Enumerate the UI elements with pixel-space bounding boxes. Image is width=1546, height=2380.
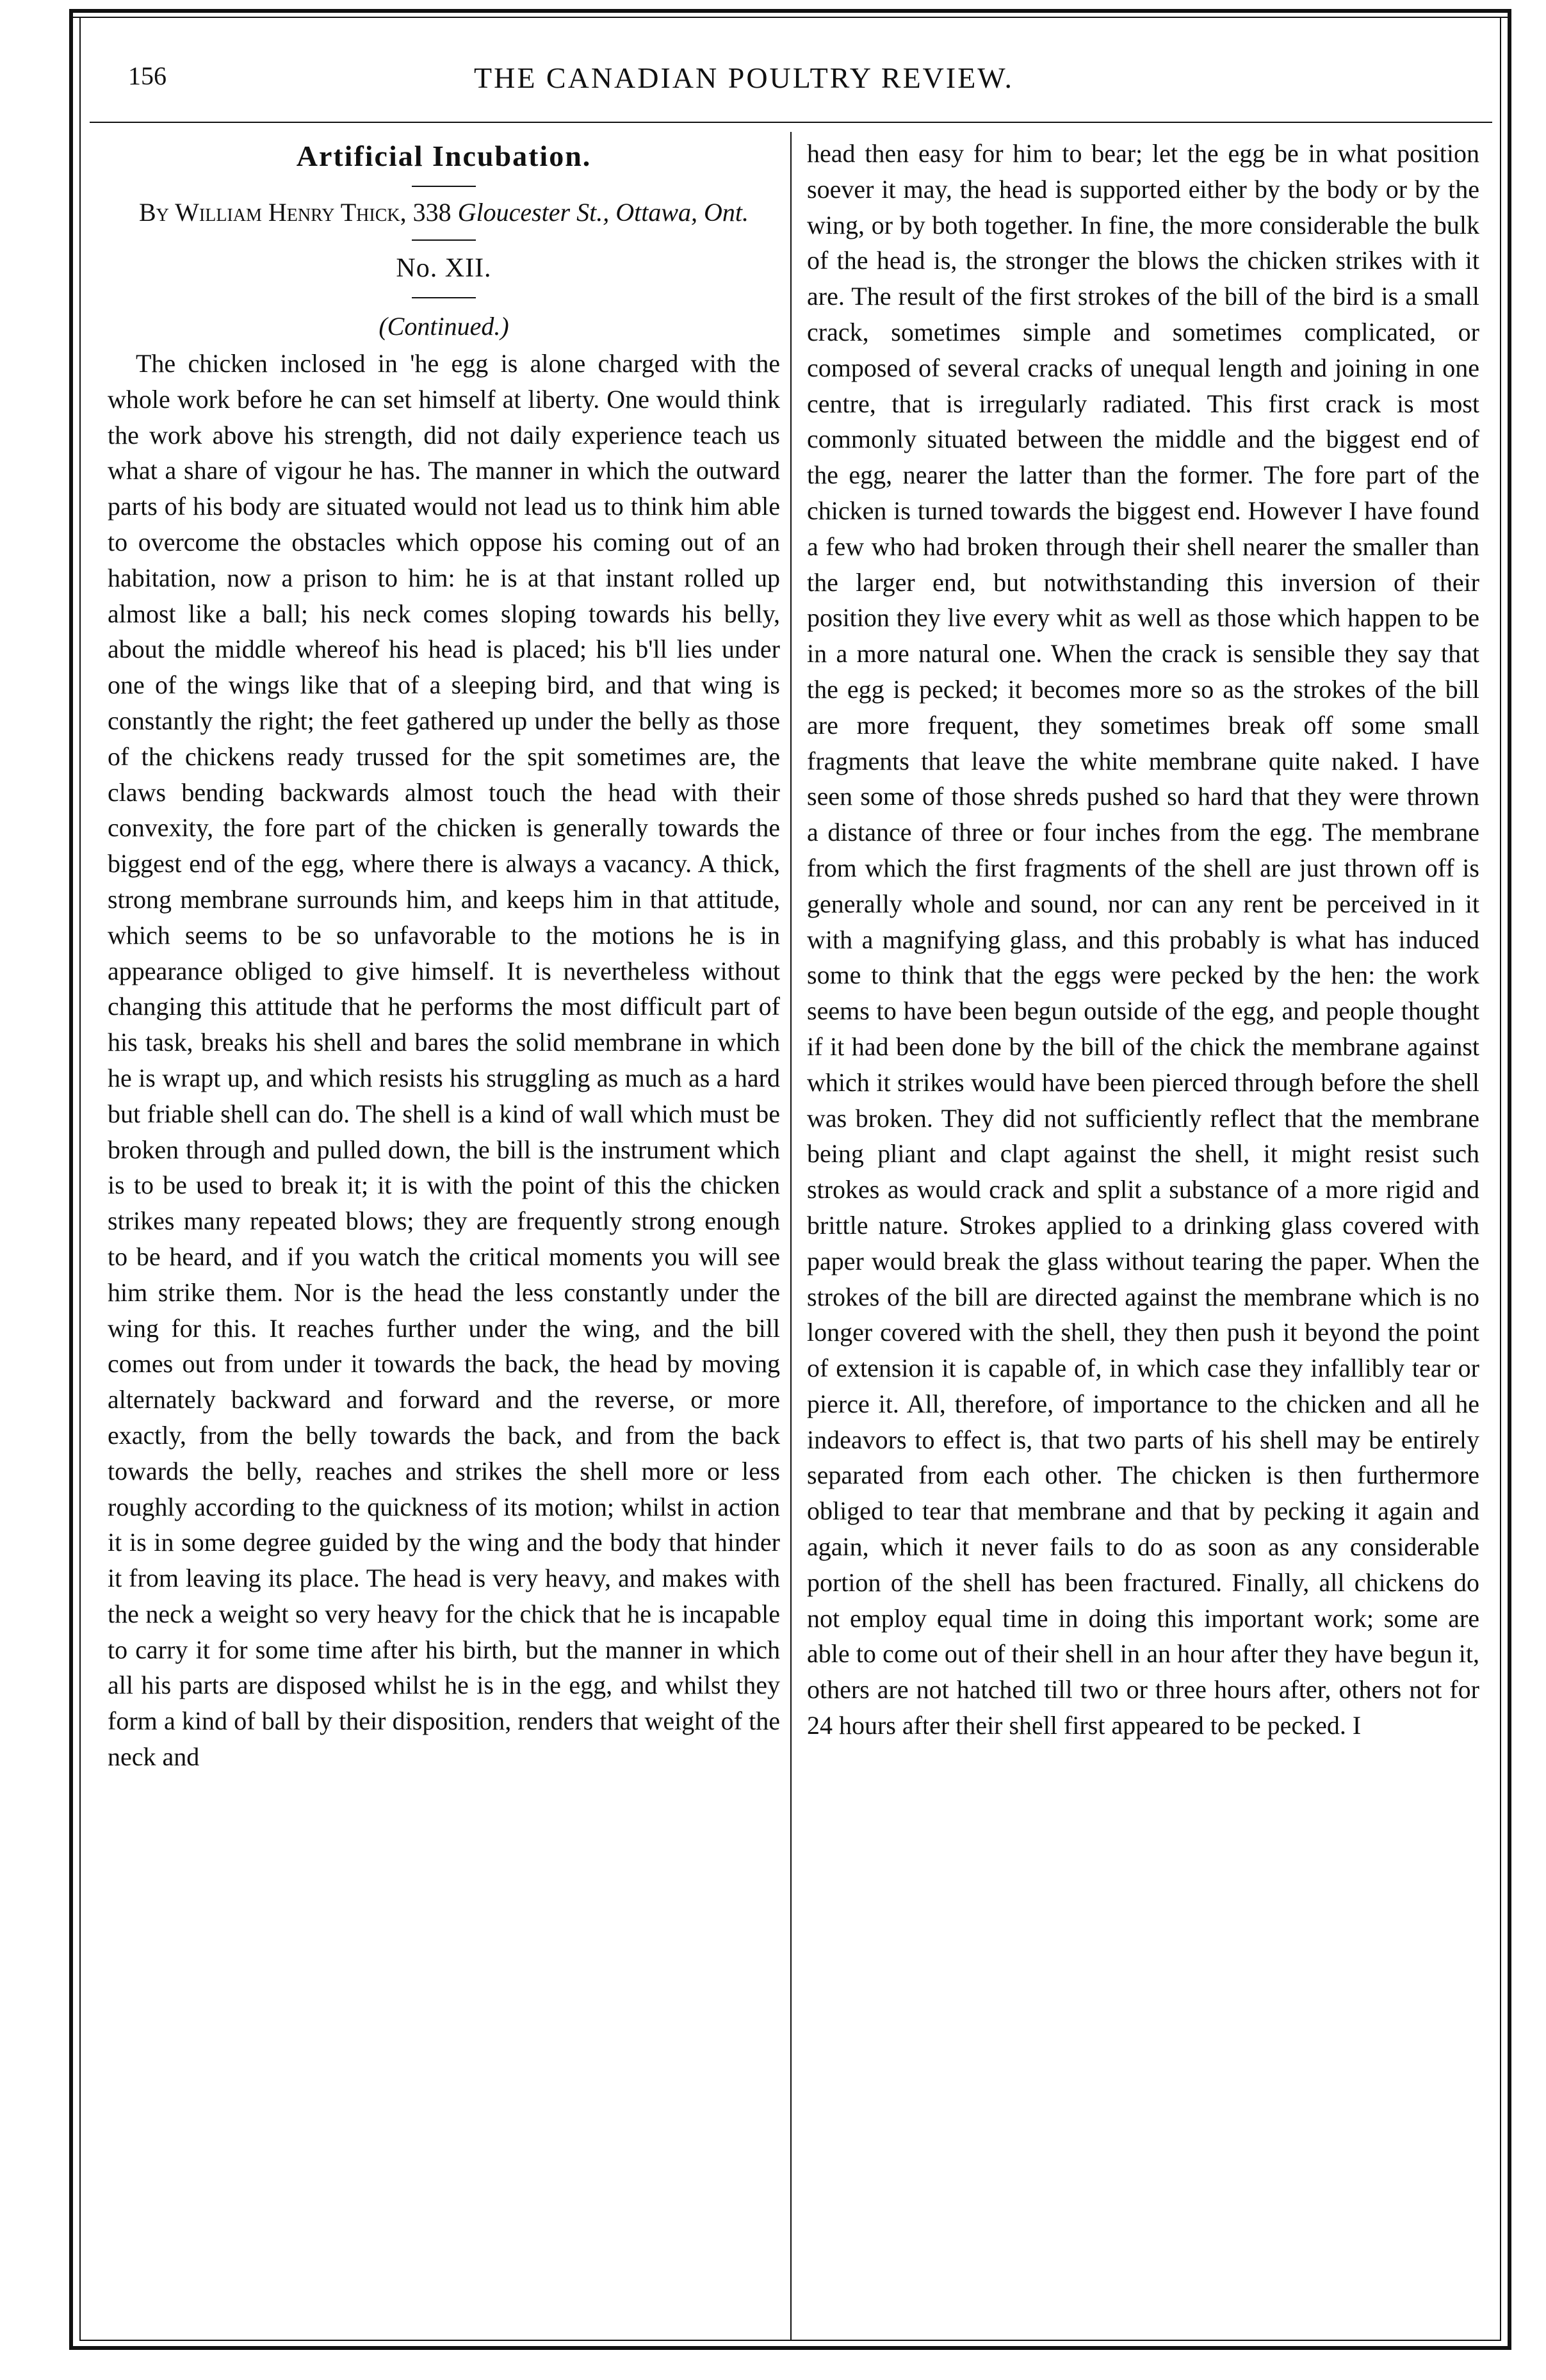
page-number: 156 [128, 61, 167, 90]
header-rule [90, 122, 1492, 123]
byline [108, 196, 780, 229]
page-border-left-inner [79, 17, 81, 2341]
byline-place: Gloucester St., Ottawa, Ont. [457, 198, 749, 227]
installment-number: No. XII. [396, 254, 492, 283]
continued-note: (Continued.) [378, 312, 509, 341]
page-border-top [69, 9, 1511, 13]
number-rule [412, 297, 476, 298]
page-border-right-inner [1500, 17, 1501, 2341]
page-border-top-inner [69, 17, 1511, 18]
article-title: Artificial Incubation. [296, 140, 592, 172]
right-column [807, 136, 1479, 1744]
column-divider [790, 132, 792, 2340]
byline-author: By William Henry Thick, 338 [138, 198, 452, 227]
byline-rule [412, 239, 476, 241]
left-column [108, 137, 780, 1775]
article-body-right: head then easy for him to bear; let the egg be in what position soever it may, the head is supported either by the body or by the wing, or by both together. In fine, the more considerable the bulk of the head is, the stronger the blows the chicken strikes with it are. The result of the first strokes of the bill of the bird is a small crack, sometimes simple and sometimes complicated, or composed of several cracks of unequal length and joining in one centre, that is irregularly radiated. This first crack is most commonly situated between the middle and the biggest end of the egg, nearer the latter than the former. The fore part of the chicken is turned towards the biggest end. However I have found a few who had broken through their shell nearer the smaller than the larger end, but notwithstanding this inversion of their position they live every whit as well as those which happen to be in a more natural one. When the crack is sensible they say that the egg is pecked; it becomes more so as the strokes of the bill are more frequent, they sometimes break off some small fragments that leave the white membrane quite naked. I have seen some of those shreds pushed so hard that they were thrown a distance of three or four inches from the egg. The membrane from which the first fragments of the shell are just thrown off is generally whole and sound, nor can any rent be perceived in it with a magnifying glass, and this probably is what has induced some to think that the eggs were pecked by the hen: the work seems to have been begun outside of the egg, and people thought if it had been done by the bill of the chick the membrane against which it strikes would have been pierced through before the shell was broken. They did not sufficiently reflect that the membrane being pliant and clapt against the shell, it might resist such strokes as would crack and split a substance of a more rigid and brittle nature. Strokes applied to a drinking glass covered with paper would break the glass without tearing the paper. When the strokes of the bill are directed against the membrane which is no longer covered with the shell, they then push it beyond the point of extension it is capable of, in which case they infallibly tear or pierce it. All, therefore, of importance to the chicken and all he indeavors to effect is, that two parts of his shell may be entirely separated from each other. The chicken is then furthermore obliged to tear that membrane and that by pecking it again and again, which it never fails to do as soon as any considerable portion of the shell has been fractured. Finally, all chickens do not employ equal time in doing this important work; some are able to come out of their shell in an hour after they have begun it, others are not hatched till two or three hours after, others not for 24 hours after their shell first appeared to be pecked. I [807, 139, 1479, 1740]
page-border-bottom-inner [79, 2340, 1501, 2341]
page-border-bottom [69, 2346, 1511, 2350]
article-body-left: The chicken inclosed in 'he egg is alone charged with the whole work before he can set himself at liberty. One would think the work above his strength, did not daily experience teach us what a share of vigour he has. The manner in which the outward parts of his body are situated would not lead us to think him able to overcome the obstacles which oppose his coming out of an habitation, now a prison to him: he is at that instant rolled up almost like a ball; his neck comes sloping towards his belly, about the middle whereof his head is placed; his b'll lies under one of the wings like that of a sleeping bird, and that wing is constantly the right; the feet gathered up under the belly as those of the chickens ready trussed for the spit sometimes are, the claws bending backwards almost touch the head with their convexity, the fore part of the chicken is generally towards the biggest end of the egg, where there is always a vacancy. A thick, strong membrane surrounds him, and keeps him in that attitude, which seems to be so unfavorable to the motions he is in appearance obliged to give himself. It is nevertheless without changing this attitude that he performs the most difficult part of his task, breaks his shell and bares the solid membrane in which he is wrapt up, and which resists his struggling as much as a hard but friable shell can do. The shell is a kind of wall which must be broken through and pulled down, the bill is the instrument which is to be used to break it; it is with the point of this the chicken strikes many repeated blows; they are frequently strong enough to be heard, and if you watch the critical moments you will see him strike them. Nor is the head the less constantly under the wing for this. It reaches further under the wing, and the bill comes out from under it towards the back, the head by moving alternately backward and forward and the reverse, or more exactly, from the belly towards the back, and from the back towards the belly, reaches and strikes the shell more or less roughly according to the quickness of its motion; whilst in action it is in some degree guided by the wing and the body that hinder it from leaving its place. The head is very heavy, and makes with the neck a weight so very heavy for the chick that he is incapable to carry it for some time after his birth, but the manner in which all his parts are disposed whilst he is in the egg, and whilst they form a kind of ball by their disposition, renders that weight of the neck and [108, 349, 780, 1772]
page-border-left [69, 9, 73, 2350]
page-border-right [1508, 9, 1511, 2350]
running-head: THE CANADIAN POULTRY REVIEW. [474, 61, 1014, 94]
title-rule [412, 186, 476, 187]
